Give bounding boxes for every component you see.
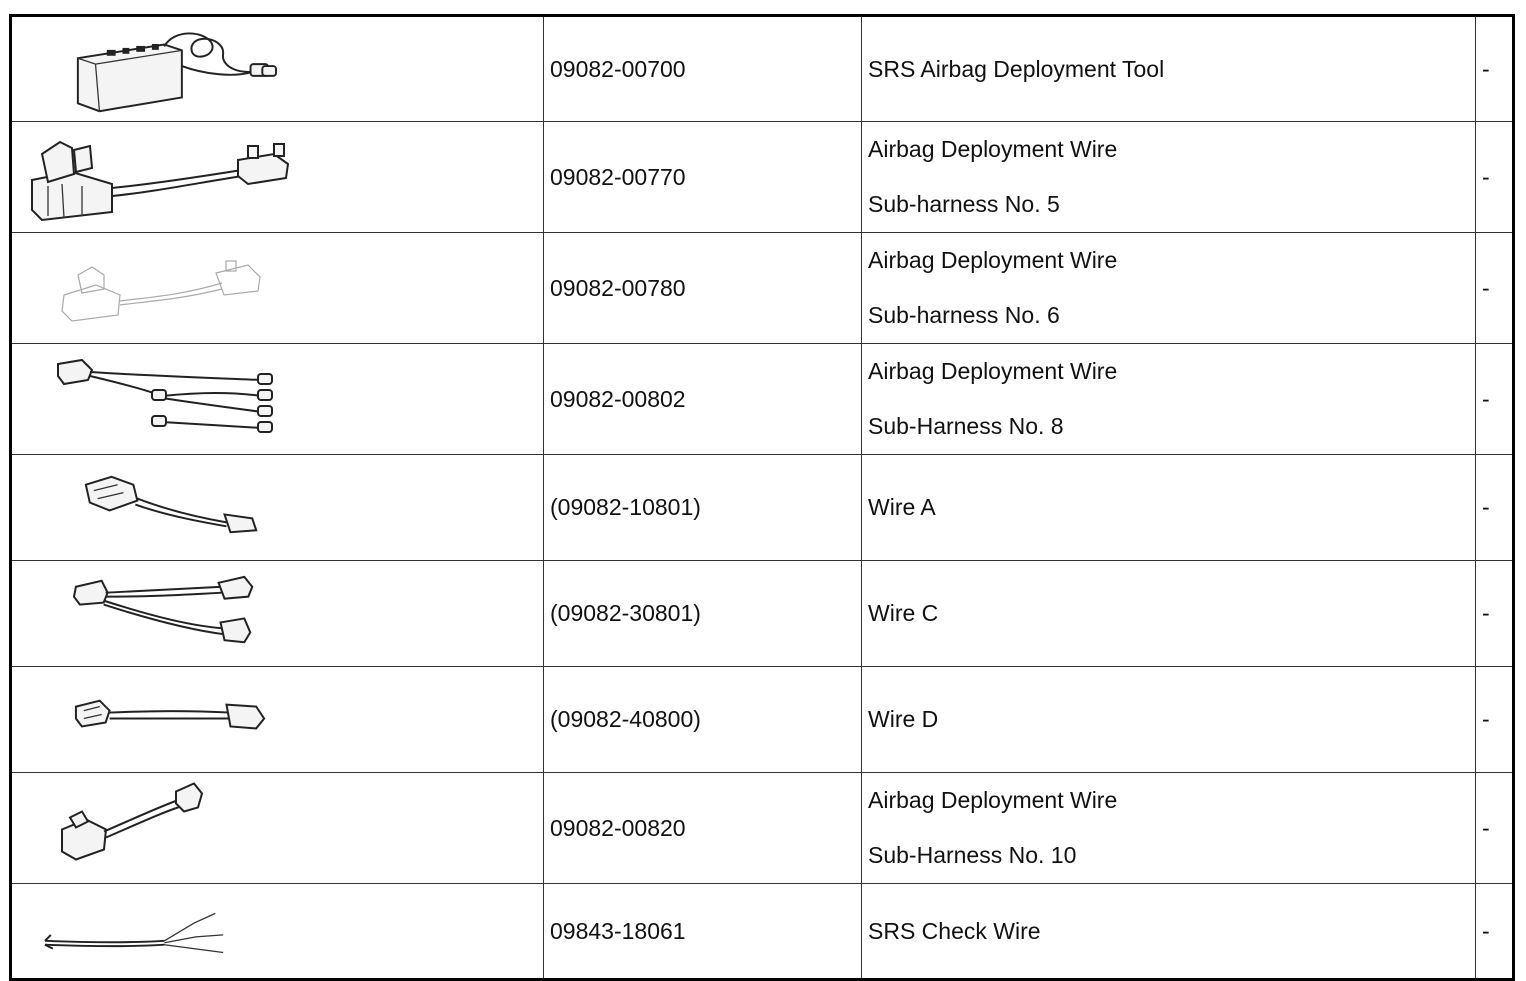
sub-harness-6-icon [12, 233, 545, 343]
description-line: Sub-Harness No. 10 [868, 842, 1077, 868]
wire-c-icon [12, 561, 545, 666]
description-line: Sub-harness No. 6 [868, 302, 1060, 328]
sub-harness-10-icon [12, 773, 545, 883]
description-line: SRS Check Wire [868, 917, 1041, 944]
tool-illustration-cell [11, 122, 544, 233]
table-row [11, 344, 1514, 455]
tool-description [862, 16, 1476, 122]
part-number: 09082-00820 [544, 773, 862, 884]
remark: - [1476, 884, 1514, 980]
table-row [11, 561, 1514, 667]
tool-illustration-cell [11, 455, 544, 561]
wire-a-icon [12, 455, 545, 560]
part-number: (09082-30801) [544, 561, 862, 667]
tool-description [862, 122, 1476, 233]
remark: - [1476, 344, 1514, 455]
tool-description [862, 884, 1476, 980]
sub-harness-5-icon [12, 122, 545, 232]
part-number: 09082-00700 [544, 16, 862, 122]
tool-illustration-cell [11, 884, 544, 980]
description-line: Wire C [868, 600, 939, 626]
part-number: 09843-18061 [544, 884, 862, 980]
table-row [11, 233, 1514, 344]
part-number: (09082-10801) [544, 455, 862, 561]
tool-illustration-cell [11, 16, 544, 122]
description-line: Airbag Deployment Wire [868, 787, 1118, 813]
table-row [11, 667, 1514, 773]
tool-illustration-cell [11, 233, 544, 344]
tool-illustration-cell [11, 773, 544, 884]
tool-description [862, 667, 1476, 773]
tool-description [862, 233, 1476, 344]
part-number: 09082-00770 [544, 122, 862, 233]
description-line: Wire D [868, 706, 939, 732]
remark: - [1476, 16, 1514, 122]
sub-harness-8-icon [12, 344, 545, 454]
tool-illustration-cell [11, 344, 544, 455]
tool-description [862, 561, 1476, 667]
remark: - [1476, 773, 1514, 884]
description-line: SRS Airbag Deployment Tool [868, 55, 1165, 82]
tool-illustration-cell [11, 561, 544, 667]
description-line: Airbag Deployment Wire [868, 358, 1118, 384]
part-number: (09082-40800) [544, 667, 862, 773]
tool-description [862, 344, 1476, 455]
srs-check-wire-icon [12, 884, 545, 978]
remark: - [1476, 561, 1514, 667]
description-line: Sub-harness No. 5 [868, 191, 1060, 217]
part-number: 09082-00802 [544, 344, 862, 455]
table-row [11, 884, 1514, 980]
tool-illustration-cell [11, 667, 544, 773]
description-line: Airbag Deployment Wire [868, 247, 1118, 273]
table-row [11, 455, 1514, 561]
part-number: 09082-00780 [544, 233, 862, 344]
wire-d-icon [12, 667, 545, 772]
table-row [11, 16, 1514, 122]
description-line: Airbag Deployment Wire [868, 136, 1118, 162]
description-line: Wire A [868, 494, 936, 520]
remark: - [1476, 455, 1514, 561]
remark: - [1476, 122, 1514, 233]
table-row [11, 122, 1514, 233]
tool-description [862, 773, 1476, 884]
remark: - [1476, 233, 1514, 344]
special-tools-table [9, 14, 1515, 981]
deployment-tool-icon [12, 17, 545, 121]
table-row [11, 773, 1514, 884]
description-line: Sub-Harness No. 8 [868, 413, 1064, 439]
remark: - [1476, 667, 1514, 773]
tool-description [862, 455, 1476, 561]
